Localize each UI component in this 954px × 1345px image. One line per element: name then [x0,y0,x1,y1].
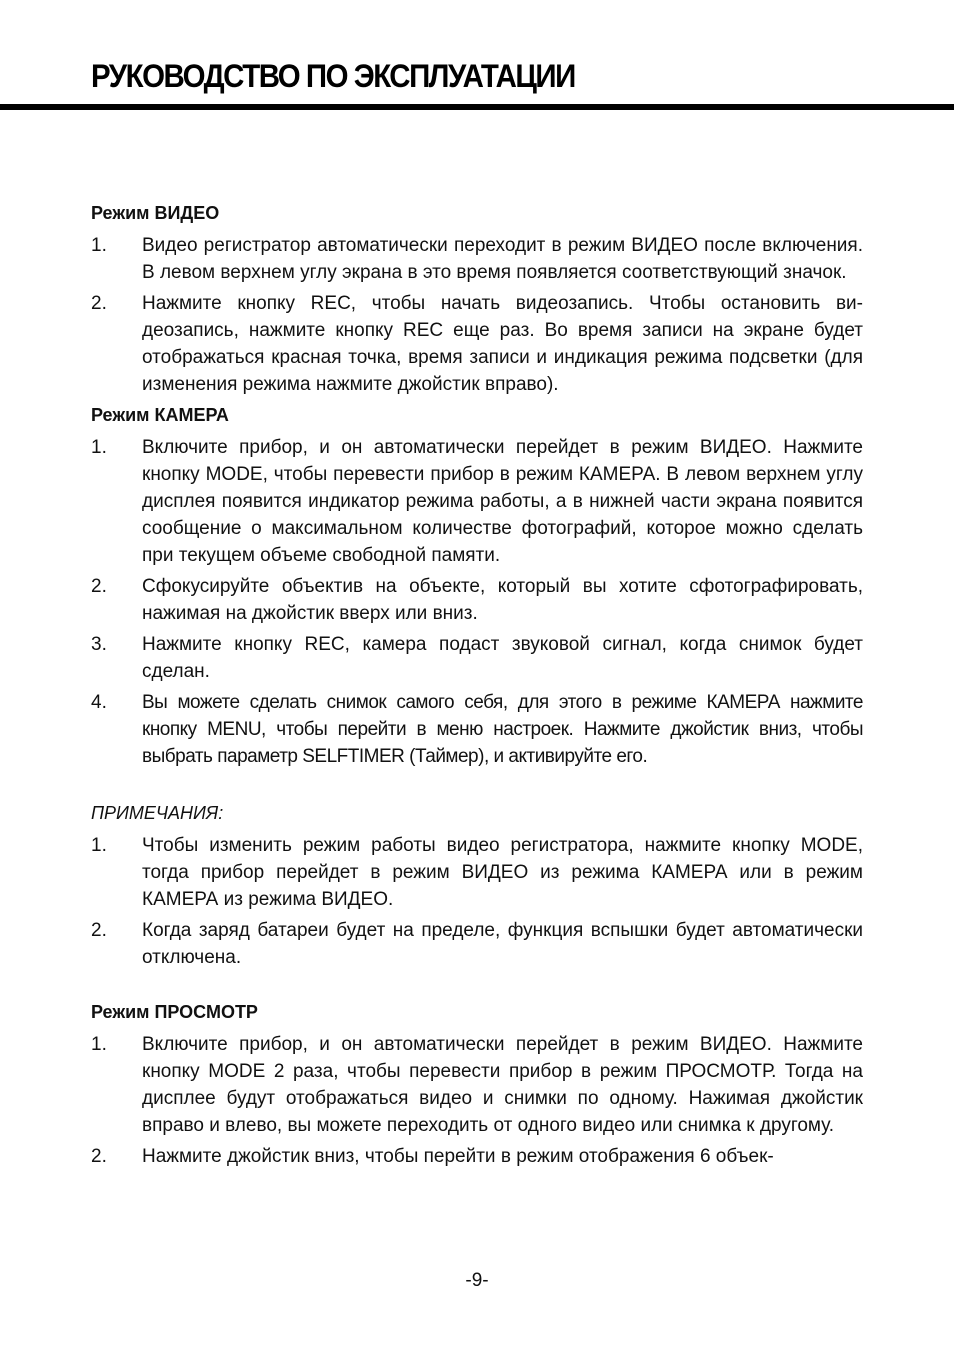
document-body [91,200,863,1174]
page-header-title: РУКОВОДСТВО ПО ЭКСПЛУАТАЦИИ [91,58,575,94]
list-item [91,434,863,569]
notes-list [91,832,863,971]
item-text: Чтобы изменить режим работы видео регистратора, нажмите кнопку MODE, тогда прибор перейдет в режим ВИДЕО из режима КАМЕРА или в режим КАМЕРА из режима ВИДЕО. [142,835,863,910]
page-number: -9- [465,1270,489,1291]
section-title-video: Режим ВИДЕО [91,203,220,223]
video-list [91,232,863,398]
spacer [91,774,863,800]
item-text: Когда заряд батареи будет на пределе, функция вспышки будет автоматически отключена. [142,920,863,968]
list-item [91,573,863,627]
item-text: Включите прибор, и он автоматически перейдет в режим ВИДЕО. Нажмите кнопку MODE, чтобы перевести прибор в режим КАМЕРА. В левом верхнем углу дисплея появится индикатор режима работы, а в нижней части экрана появится сообщение о максимальном количестве фотографий, которое можно сделать при текущем объеме свободной памяти. [142,437,863,566]
item-number: 2. [91,576,107,597]
notes-title: ПРИМЕЧАНИЯ: [91,803,224,823]
item-number: 2. [91,293,107,314]
item-text: Нажмите кнопку REC, камера подаст звуковой сигнал, когда снимок будет сделан. [142,634,863,682]
item-text: Включите прибор, и он автоматически перейдет в режим ВИДЕО. Нажмите кнопку MODE 2 раза, чтобы перевести прибор в режим ПРОСМОТР. Тогда на дисплее будут отображаться видео и снимки по одному. Нажимая джойстик вправо и влево, вы можете переходить от одного видео или снимка к другому. [142,1034,863,1136]
spacer [91,975,863,999]
item-number: 4. [91,692,107,713]
section-title-playback: Режим ПРОСМОТР [91,1002,258,1022]
list-item [91,290,863,398]
item-number: 1. [91,1034,107,1055]
list-item [91,1143,863,1170]
item-text: Нажмите джойстик вниз, чтобы перейти в режим отображения 6 объек- [142,1146,774,1167]
item-text: Нажмите кнопку REC, чтобы начать видеозапись. Чтобы остановить видеозапись, нажмите кнопку REC еще раз. Во время записи на экране будет отображаться красная точка, время записи и индикация режима подсветки (для изменения режима нажмите джойстик вправо). [142,293,863,395]
playback-list [91,1031,863,1170]
item-number: 2. [91,920,107,941]
item-number: 1. [91,835,107,856]
item-number: 2. [91,1146,107,1167]
camera-list [91,434,863,770]
list-item [91,832,863,913]
list-item [91,917,863,971]
item-text: Видео регистратор автоматически переходит в режим ВИДЕО после включения. В левом верхнем углу экрана в это время появляется соответствующий значок. [142,235,863,283]
item-text: Сфокусируйте объектив на объекте, который вы хотите сфотографировать, нажимая на джойстик вверх или вниз. [142,576,863,624]
section-title-camera: Режим КАМЕРА [91,405,229,425]
list-item [91,232,863,286]
item-number: 3. [91,634,107,655]
item-number: 1. [91,437,107,458]
item-number: 1. [91,235,107,256]
header-divider [0,104,954,110]
list-item [91,1031,863,1139]
item-text: Вы можете сделать снимок самого себя, для этого в режиме КАМЕРА нажмите кнопку MENU, чтобы перейти в меню настроек. Нажмите джойстик вниз, чтобы выбрать параметр SELFTIMER (Таймер), и активируйте его. [142,692,863,767]
list-item [91,689,863,770]
list-item [91,631,863,685]
